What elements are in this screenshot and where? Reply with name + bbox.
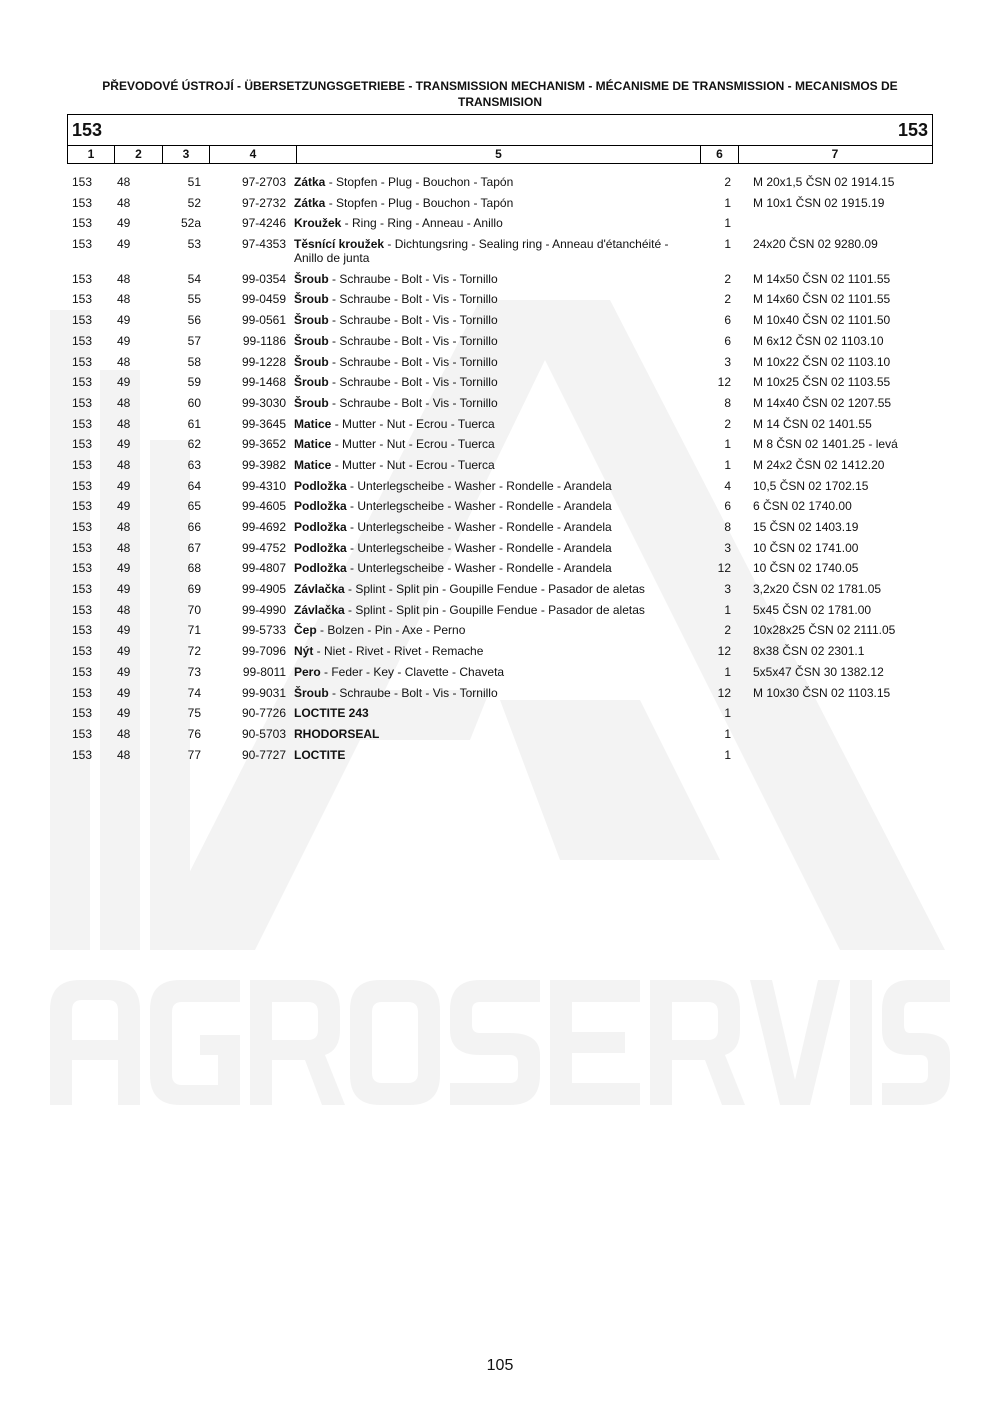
cell-group: 153	[72, 747, 93, 762]
cell-position: 75	[187, 706, 201, 721]
part-name: Těsnící kroužek	[294, 237, 385, 252]
cell-group: 153	[72, 520, 93, 534]
part-name: LOCTITE 243	[294, 706, 369, 721]
cell-description	[286, 686, 692, 700]
cell-quantity: 2	[724, 271, 731, 286]
cell-specification: M 24x2 ČSN 02 1412.20	[753, 457, 885, 472]
cell-group: 153	[72, 623, 93, 638]
cell-quantity: 2	[724, 416, 731, 431]
part-translations: - Schraube - Bolt - Vis - Tornillo	[328, 292, 498, 307]
cell-description	[286, 313, 692, 327]
table-row	[67, 269, 933, 290]
cell-position: 65	[187, 499, 201, 514]
part-name: Nýt	[294, 644, 314, 659]
cell-part-number: 99-3030	[241, 395, 286, 410]
cell-part-number: 99-5733	[241, 623, 286, 638]
cell-figure: 48	[117, 354, 131, 369]
cell-figure: 48	[117, 395, 131, 410]
table-row	[67, 331, 933, 352]
cell-position: 61	[187, 416, 201, 431]
cell-position: 72	[187, 644, 201, 659]
cell-quantity: 6	[724, 333, 731, 348]
part-name: Čep	[294, 623, 317, 638]
cell-specification: M 14x40 ČSN 02 1207.55	[753, 395, 892, 410]
column-header-6: 6	[701, 146, 739, 163]
part-translations: - Ring - Ring - Anneau - Anillo	[341, 216, 503, 231]
cell-description	[286, 727, 692, 741]
part-name: Závlačka	[294, 582, 345, 597]
part-translations: - Splint - Split pin - Goupille Fendue - Pasador de aletas	[344, 602, 645, 617]
cell-quantity: 8	[724, 395, 731, 410]
cell-description	[286, 499, 692, 513]
cell-group: 153	[72, 292, 93, 307]
cell-quantity: 3	[724, 582, 731, 597]
cell-part-number: 99-1228	[241, 354, 286, 369]
cell-group: 153	[72, 706, 93, 721]
cell-part-number: 99-3982	[241, 457, 286, 472]
cell-position: 58	[187, 354, 201, 369]
cell-position: 51	[187, 175, 201, 189]
cell-position: 68	[187, 561, 201, 576]
cell-specification: M 8 ČSN 02 1401.25 - levá	[753, 437, 898, 452]
table-row	[67, 455, 933, 476]
cell-quantity: 12	[717, 561, 731, 576]
cell-part-number: 97-4246	[241, 216, 286, 231]
cell-group: 153	[72, 664, 93, 679]
parts-table-header	[67, 114, 933, 164]
part-name: Podložka	[294, 561, 347, 576]
cell-quantity: 1	[724, 726, 731, 741]
part-name: LOCTITE	[294, 747, 346, 762]
cell-group: 153	[72, 478, 93, 493]
cell-description	[286, 237, 692, 265]
part-translations: - Unterlegscheibe - Washer - Rondelle - Arandela	[346, 561, 612, 576]
part-name: Matice	[294, 457, 332, 472]
part-translations: - Schraube - Bolt - Vis - Tornillo	[328, 375, 498, 390]
cell-part-number: 90-7726	[241, 706, 286, 721]
cell-group: 153	[72, 237, 93, 252]
cell-quantity: 12	[717, 375, 731, 390]
cell-figure: 48	[117, 292, 131, 307]
table-row	[67, 434, 933, 455]
part-name: Podložka	[294, 478, 347, 493]
column-headers	[68, 146, 932, 163]
cell-specification: 5x5x47 ČSN 30 1382.12	[753, 664, 884, 679]
cell-part-number: 99-4310	[241, 478, 286, 493]
cell-description	[286, 561, 692, 575]
section-number-row	[68, 115, 932, 146]
table-row	[67, 310, 933, 331]
table-row	[67, 234, 933, 269]
cell-figure: 48	[117, 175, 131, 189]
cell-part-number: 99-9031	[241, 685, 286, 700]
part-name: Podložka	[294, 520, 347, 534]
table-row	[67, 538, 933, 559]
cell-group: 153	[72, 582, 93, 597]
cell-position: 52	[187, 195, 201, 210]
cell-position: 52a	[180, 216, 201, 231]
part-name: Šroub	[294, 375, 329, 390]
cell-part-number: 99-1186	[242, 333, 286, 348]
cell-group: 153	[72, 602, 93, 617]
cell-figure: 48	[117, 747, 131, 762]
cell-position: 57	[187, 333, 201, 348]
cell-part-number: 99-4990	[241, 602, 286, 617]
cell-part-number: 99-4905	[241, 582, 286, 597]
cell-description	[286, 216, 692, 230]
cell-description	[286, 520, 692, 534]
cell-part-number: 90-7727	[241, 747, 286, 762]
cell-group: 153	[72, 416, 93, 431]
cell-position: 74	[187, 685, 201, 700]
cell-specification: 8x38 ČSN 02 2301.1	[753, 644, 865, 659]
cell-part-number: 99-0354	[241, 271, 286, 286]
cell-description	[286, 458, 692, 472]
table-row	[67, 496, 933, 517]
cell-quantity: 2	[724, 623, 731, 638]
column-header-7: 7	[831, 147, 839, 161]
cell-position: 76	[187, 726, 201, 741]
cell-position: 62	[187, 437, 201, 452]
cell-quantity: 12	[717, 644, 731, 659]
cell-quantity: 6	[724, 313, 731, 328]
cell-position: 73	[187, 664, 201, 679]
cell-description	[286, 623, 692, 637]
cell-quantity: 3	[724, 354, 731, 369]
table-row	[67, 683, 933, 704]
cell-specification: 10,5 ČSN 02 1702.15	[753, 478, 869, 493]
cell-position: 66	[187, 520, 201, 534]
cell-part-number: 99-8011	[242, 664, 286, 679]
cell-group: 153	[72, 561, 93, 576]
cell-figure: 48	[117, 271, 131, 286]
cell-figure: 48	[117, 416, 131, 431]
cell-quantity: 8	[724, 520, 731, 534]
cell-group: 153	[72, 499, 93, 514]
cell-quantity: 1	[724, 237, 731, 252]
part-translations: - Schraube - Bolt - Vis - Tornillo	[328, 271, 498, 286]
cell-description	[286, 748, 692, 762]
table-row	[67, 414, 933, 435]
cell-quantity: 1	[724, 706, 731, 721]
part-name: Zátka	[294, 195, 326, 210]
cell-quantity: 1	[724, 216, 731, 231]
table-row	[67, 517, 933, 538]
table-row	[67, 289, 933, 310]
cell-description	[286, 706, 692, 720]
cell-quantity: 1	[724, 664, 731, 679]
cell-specification: 15 ČSN 02 1403.19	[753, 520, 859, 534]
cell-figure: 49	[117, 237, 131, 252]
cell-position: 59	[187, 375, 201, 390]
section-number-left: 153	[72, 119, 103, 140]
cell-position: 71	[187, 623, 201, 638]
cell-specification: 6 ČSN 02 1740.00	[753, 499, 852, 514]
cell-description	[286, 479, 692, 493]
part-translations: - Niet - Rivet - Rivet - Remache	[313, 644, 484, 659]
cell-specification: M 10x25 ČSN 02 1103.55	[753, 375, 891, 390]
part-name: Podložka	[294, 499, 347, 514]
part-translations: - Stopfen - Plug - Bouchon - Tapón	[325, 195, 514, 210]
cell-figure: 48	[117, 457, 131, 472]
cell-part-number: 97-2703	[241, 175, 286, 189]
table-row	[67, 213, 933, 234]
cell-group: 153	[72, 685, 93, 700]
document-title: PŘEVODOVÉ ÚSTROJÍ - ÜBERSETZUNGSGETRIEBE - TRANSMISSION MECHANISM - MÉCANISME DE TRANSMISSION - MECANISMOS DE TRANSMISION	[102, 79, 898, 109]
cell-figure: 49	[117, 478, 131, 493]
cell-description	[286, 334, 692, 348]
part-name: Zátka	[294, 175, 326, 189]
cell-group: 153	[72, 271, 93, 286]
table-row	[67, 724, 933, 745]
cell-description	[286, 272, 692, 286]
part-name: Pero	[294, 664, 321, 679]
cell-group: 153	[72, 175, 93, 189]
cell-figure: 49	[117, 437, 131, 452]
cell-description	[286, 175, 692, 189]
cell-description	[286, 355, 692, 369]
cell-part-number: 99-4807	[241, 561, 286, 576]
cell-figure: 49	[117, 685, 131, 700]
table-row	[67, 579, 933, 600]
cell-group: 153	[72, 216, 93, 231]
cell-specification: M 6x12 ČSN 02 1103.10	[753, 333, 884, 348]
cell-position: 69	[187, 582, 201, 597]
cell-specification: 24x20 ČSN 02 9280.09	[753, 237, 878, 252]
cell-group: 153	[72, 457, 93, 472]
column-header-5: 5	[297, 146, 701, 163]
cell-group: 153	[72, 195, 93, 210]
cell-description	[286, 665, 692, 679]
part-translations: - Schraube - Bolt - Vis - Tornillo	[328, 313, 498, 328]
cell-group: 153	[72, 375, 93, 390]
table-row	[67, 600, 933, 621]
part-name: RHODORSEAL	[294, 726, 380, 741]
part-translations: - Unterlegscheibe - Washer - Rondelle - Arandela	[346, 520, 612, 534]
cell-group: 153	[72, 644, 93, 659]
cell-part-number: 99-1468	[241, 375, 286, 390]
part-translations: - Stopfen - Plug - Bouchon - Tapón	[325, 175, 514, 189]
cell-group: 153	[72, 313, 93, 328]
cell-specification: 5x45 ČSN 02 1781.00	[753, 602, 872, 617]
cell-specification: M 14 ČSN 02 1401.55	[753, 416, 872, 431]
cell-description	[286, 196, 692, 210]
cell-figure: 49	[117, 644, 131, 659]
cell-figure: 48	[117, 540, 131, 555]
cell-figure: 49	[117, 664, 131, 679]
part-name: Šroub	[294, 685, 329, 700]
cell-description	[286, 644, 692, 658]
part-translations: - Feder - Key - Clavette - Chaveta	[320, 664, 505, 679]
cell-figure: 48	[117, 195, 131, 210]
cell-specification: 10 ČSN 02 1740.05	[753, 561, 859, 576]
cell-group: 153	[72, 540, 93, 555]
cell-quantity: 1	[724, 602, 731, 617]
cell-figure: 49	[117, 623, 131, 638]
cell-position: 67	[187, 540, 201, 555]
cell-quantity: 4	[724, 478, 731, 493]
part-name: Šroub	[294, 354, 329, 369]
cell-figure: 49	[117, 561, 131, 576]
cell-quantity: 6	[724, 499, 731, 514]
cell-part-number: 99-4605	[241, 499, 286, 514]
cell-quantity: 3	[724, 540, 731, 555]
cell-position: 64	[187, 478, 201, 493]
cell-part-number: 99-7096	[241, 644, 286, 659]
cell-position: 70	[187, 602, 201, 617]
cell-quantity: 2	[724, 292, 731, 307]
part-name: Šroub	[294, 313, 329, 328]
table-row	[67, 352, 933, 373]
cell-part-number: 99-3652	[241, 437, 286, 452]
cell-part-number: 99-0561	[241, 313, 286, 328]
part-translations: - Unterlegscheibe - Washer - Rondelle - Arandela	[346, 540, 612, 555]
cell-position: 55	[187, 292, 201, 307]
part-name: Závlačka	[294, 602, 345, 617]
cell-description	[286, 437, 692, 451]
cell-description	[286, 375, 692, 389]
cell-position: 77	[187, 747, 201, 762]
part-name: Šroub	[294, 333, 329, 348]
part-translations: - Splint - Split pin - Goupille Fendue - Pasador de aletas	[344, 582, 645, 597]
cell-specification: M 20x1,5 ČSN 02 1914.15	[753, 175, 895, 189]
column-header-4: 4	[210, 146, 297, 163]
table-row	[67, 372, 933, 393]
part-translations: - Bolzen - Pin - Axe - Perno	[316, 623, 466, 638]
cell-position: 56	[187, 313, 201, 328]
cell-figure: 49	[117, 333, 131, 348]
cell-part-number: 99-4692	[241, 520, 286, 534]
part-name: Matice	[294, 437, 332, 452]
cell-group: 153	[72, 395, 93, 410]
part-translations: - Schraube - Bolt - Vis - Tornillo	[328, 395, 498, 410]
part-name: Šroub	[294, 395, 329, 410]
cell-position: 60	[187, 395, 201, 410]
cell-description	[286, 603, 692, 617]
cell-group: 153	[72, 354, 93, 369]
cell-figure: 49	[117, 706, 131, 721]
table-row	[67, 620, 933, 641]
cell-description	[286, 292, 692, 306]
cell-specification: M 10x1 ČSN 02 1915.19	[753, 195, 885, 210]
cell-group: 153	[72, 437, 93, 452]
part-translations: - Schraube - Bolt - Vis - Tornillo	[328, 333, 498, 348]
column-header-1: 1	[68, 146, 115, 163]
cell-quantity: 12	[717, 685, 731, 700]
page-number: 105	[486, 1357, 514, 1374]
cell-specification: 10x28x25 ČSN 02 2111.05	[753, 623, 896, 638]
cell-figure: 49	[117, 375, 131, 390]
table-row	[67, 745, 933, 766]
cell-figure: 48	[117, 520, 131, 534]
cell-specification: M 10x40 ČSN 02 1101.50	[753, 313, 891, 328]
cell-description	[286, 582, 692, 596]
part-translations: - Unterlegscheibe - Washer - Rondelle - Arandela	[346, 499, 612, 514]
part-translations: - Schraube - Bolt - Vis - Tornillo	[328, 685, 498, 700]
column-header-3: 3	[163, 146, 210, 163]
cell-quantity: 2	[724, 175, 731, 189]
table-row	[67, 193, 933, 214]
part-translations: - Mutter - Nut - Ecrou - Tuerca	[331, 416, 495, 431]
table-row	[67, 662, 933, 683]
cell-figure: 48	[117, 726, 131, 741]
part-name: Matice	[294, 416, 332, 431]
cell-part-number: 90-5703	[241, 726, 286, 741]
cell-part-number: 97-2732	[241, 195, 286, 210]
table-row	[67, 641, 933, 662]
part-translations: - Dichtungsring - Sealing ring - Anneau d'étanchéité - Anillo de junta	[294, 237, 672, 266]
cell-figure: 49	[117, 582, 131, 597]
part-translations: - Schraube - Bolt - Vis - Tornillo	[328, 354, 498, 369]
cell-group: 153	[72, 333, 93, 348]
cell-figure: 48	[117, 602, 131, 617]
parts-table-body	[67, 172, 933, 765]
table-row	[67, 172, 933, 193]
cell-quantity: 1	[724, 437, 731, 452]
cell-quantity: 1	[724, 457, 731, 472]
cell-specification: 3,2x20 ČSN 02 1781.05	[753, 582, 882, 597]
cell-figure: 49	[117, 313, 131, 328]
table-row	[67, 476, 933, 497]
part-name: Šroub	[294, 271, 329, 286]
part-name: Podložka	[294, 540, 347, 555]
cell-specification: M 14x60 ČSN 02 1101.55	[753, 292, 891, 307]
part-translations: - Mutter - Nut - Ecrou - Tuerca	[331, 457, 495, 472]
part-name: Šroub	[294, 292, 329, 307]
table-row	[67, 703, 933, 724]
cell-figure: 49	[117, 216, 131, 231]
part-translations: - Unterlegscheibe - Washer - Rondelle - Arandela	[346, 478, 612, 493]
cell-quantity: 1	[724, 195, 731, 210]
cell-part-number: 99-3645	[241, 416, 286, 431]
cell-quantity: 1	[724, 747, 731, 762]
cell-specification: M 10x22 ČSN 02 1103.10	[753, 354, 891, 369]
part-name: Kroužek	[294, 216, 342, 231]
section-number-right: 153	[897, 119, 928, 140]
cell-part-number: 99-4752	[241, 540, 286, 555]
cell-specification: M 10x30 ČSN 02 1103.15	[753, 685, 891, 700]
part-translations: - Mutter - Nut - Ecrou - Tuerca	[331, 437, 495, 452]
cell-part-number: 97-4353	[241, 237, 286, 252]
cell-position: 63	[187, 457, 201, 472]
cell-specification: 10 ČSN 02 1741.00	[753, 540, 859, 555]
cell-group: 153	[72, 726, 93, 741]
cell-description	[286, 396, 692, 410]
cell-specification: M 14x50 ČSN 02 1101.55	[753, 271, 891, 286]
column-header-2: 2	[115, 146, 163, 163]
cell-figure: 49	[117, 499, 131, 514]
cell-position: 53	[187, 237, 201, 252]
cell-description	[286, 541, 692, 555]
table-row	[67, 558, 933, 579]
cell-description	[286, 417, 692, 431]
cell-part-number: 99-0459	[241, 292, 286, 307]
cell-position: 54	[187, 271, 201, 286]
table-row	[67, 393, 933, 414]
